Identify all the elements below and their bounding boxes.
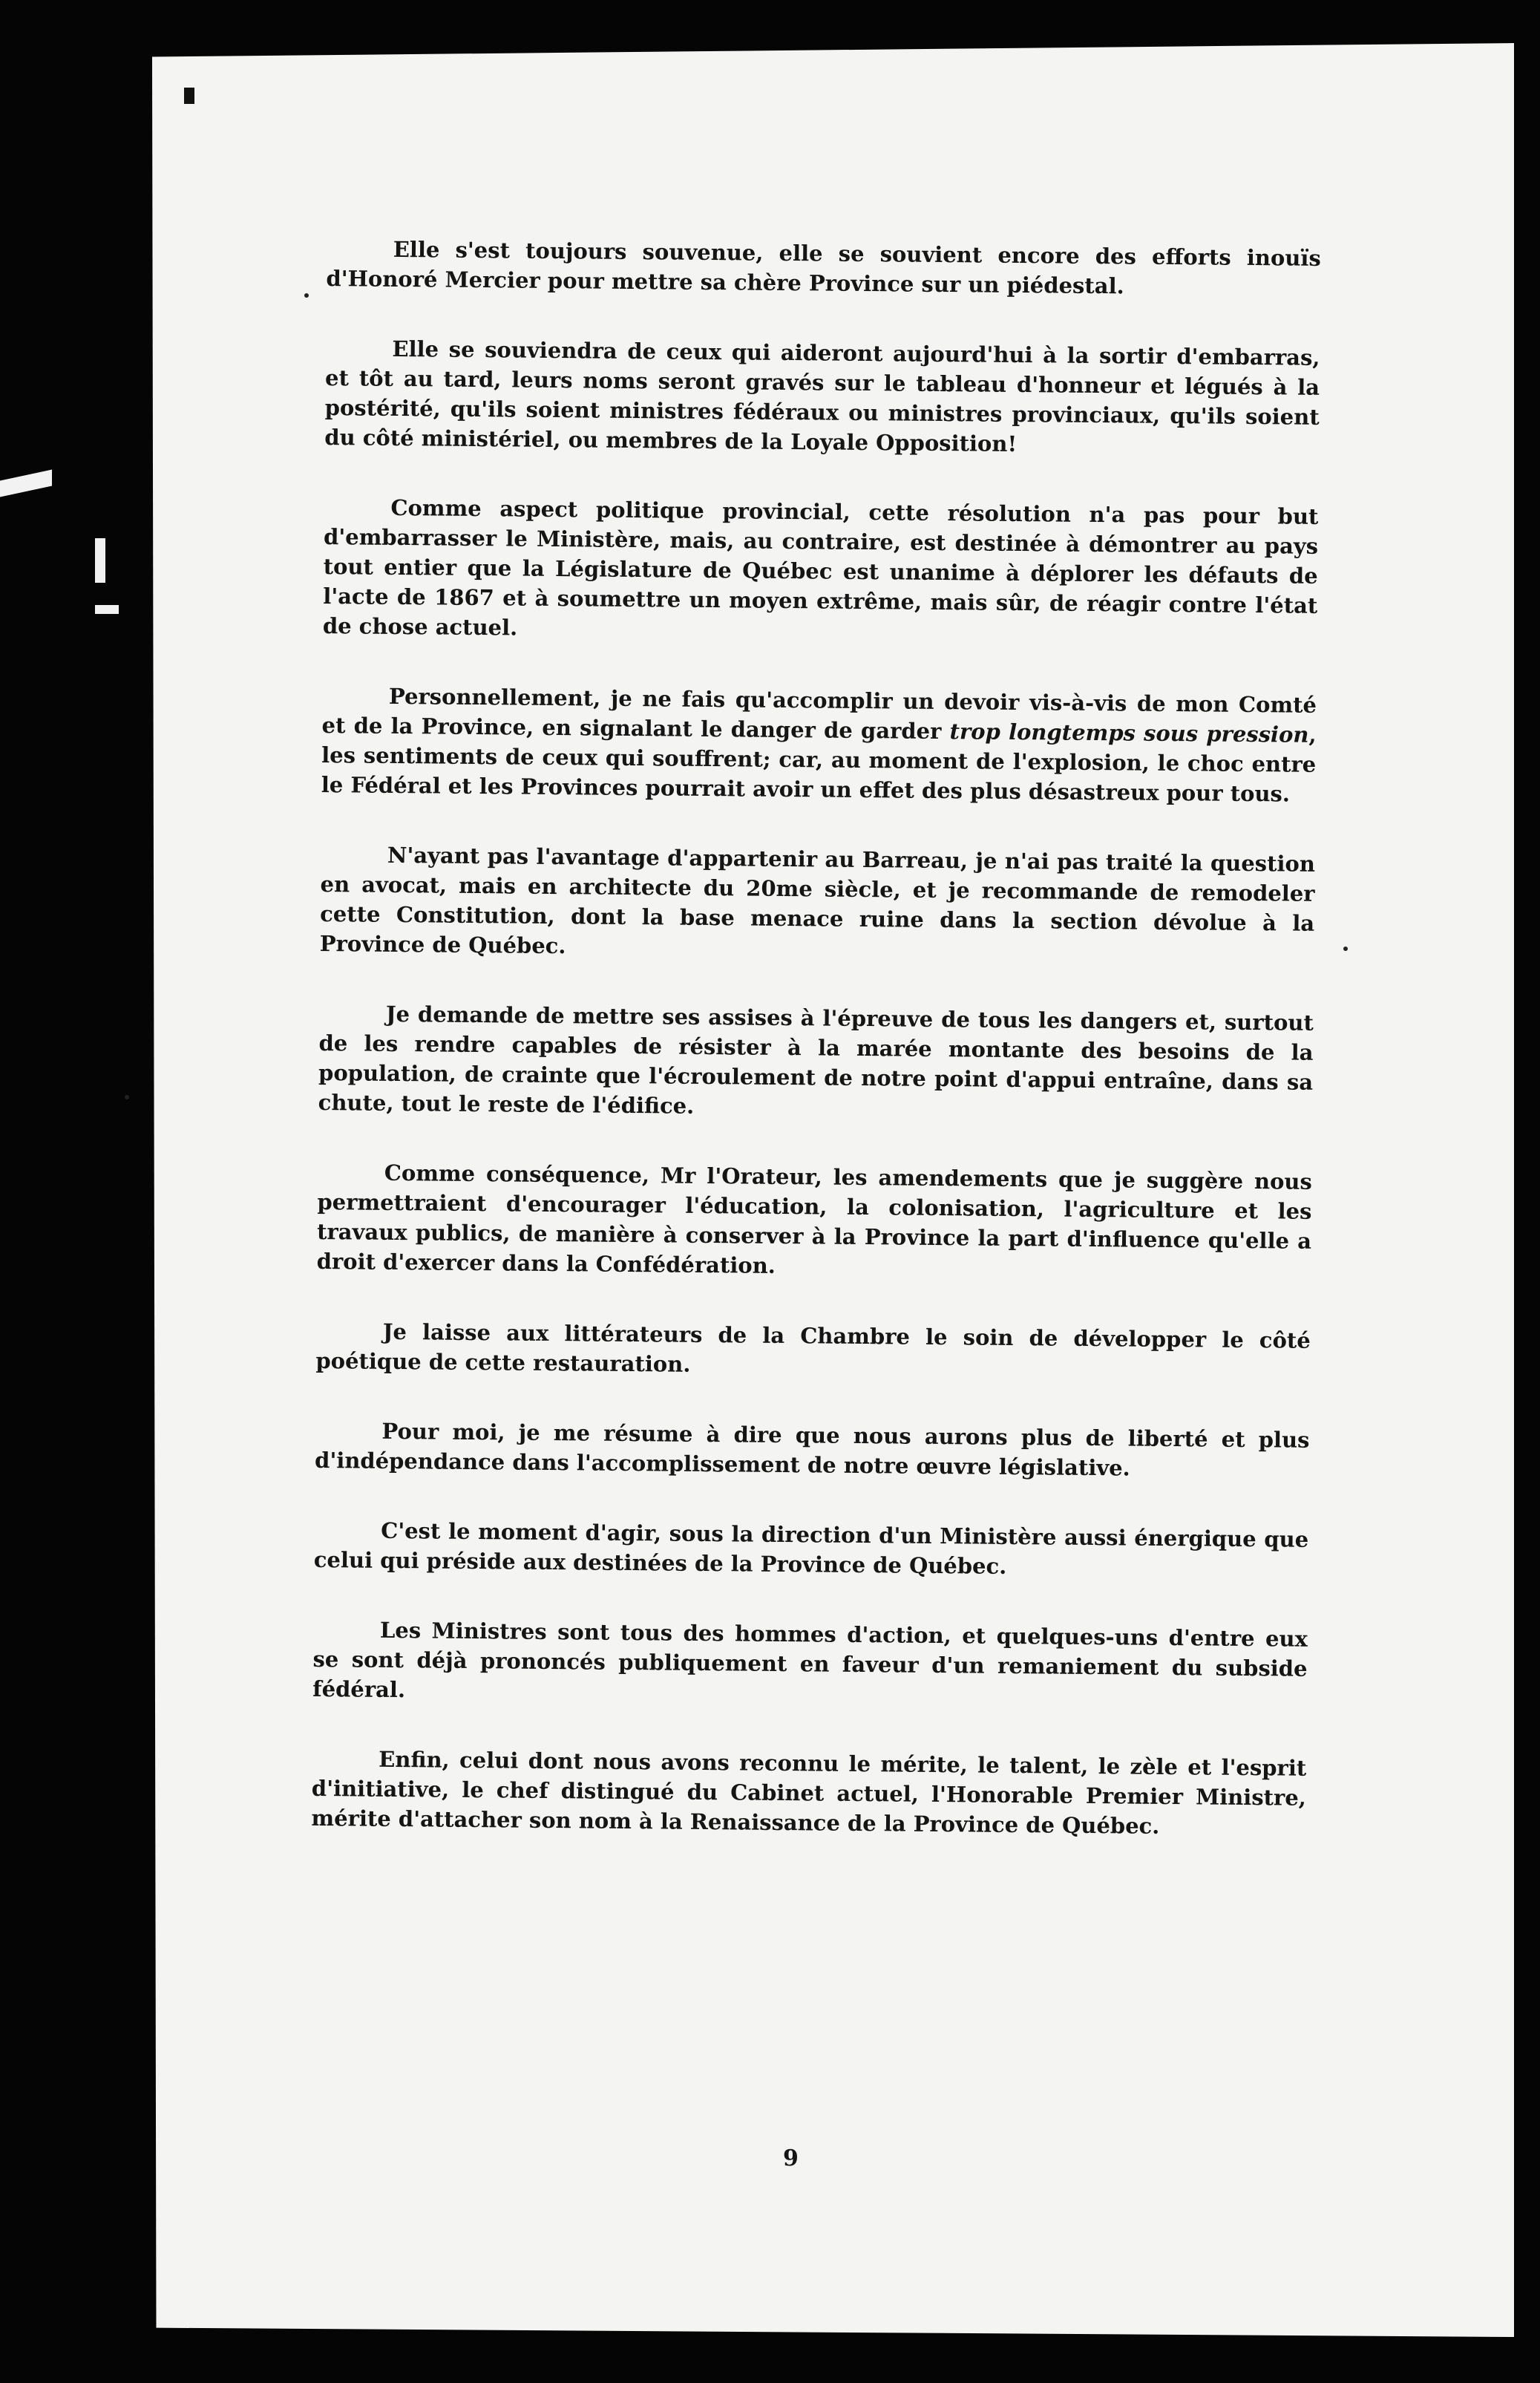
speck (1343, 947, 1348, 951)
emphasized-phrase: trop longtemps sous pression (949, 719, 1309, 748)
paragraph: C'est le moment d'agir, sous la direction d'un Ministère aussi énergique que celui qui préside aux destinées de la Province de Québec. (313, 1517, 1309, 1579)
paragraph-text: , les sentiments de ceux qui souffrent; car, au moment de l'explosion, le choc entre le Fédéral et les Provinces pourrait avoir un effet des plus désastreux pour tous. (321, 722, 1317, 807)
paragraph: Enfin, celui dont nous avons reconnu le mérite, le talent, le zèle et l'esprit d'initiative, le chef distingué du Cabinet actuel, l'Honorable Premier Ministre, mérite d'attacher son nom à la Renaissance de la Province de Québec. (311, 1746, 1307, 1839)
edge-mark (95, 605, 119, 614)
paragraph: Les Ministres sont tous des hommes d'action, et quelques-uns d'entre eux se sont déjà prononcés publiquement en faveur d'un remaniement du subside fédéral. (312, 1617, 1308, 1703)
paragraph: N'ayant pas l'avantage d'appartenir au Barreau, je n'ai pas traité la question en avocat, mais en architecte du 20me siècle, et je recommande de remodeler cette Constitution, dont la base menace ruine dans la section dévolue à la Province de Québec. (319, 842, 1316, 959)
paragraph (321, 681, 1317, 809)
edge-mark (95, 538, 105, 583)
paragraph: Je demande de mettre ses assises à l'épreuve de tous les dangers et, surtout de les rendre capables de résister à la marée montante des besoins de la population, de crainte que l'écroulement de notre point d'appui entraîne, dans sa chute, tout le reste de l'édifice. (318, 1001, 1314, 1119)
speck (125, 1095, 129, 1099)
paragraph: Comme conséquence, Mr l'Orateur, les amendements que je suggère nous permettraient d'encourager l'éducation, la colonisation, l'agriculture et les travaux publics, de manière à conserver à la Province la part d'influence qu'elle a droit d'exercer dans la Confédération. (316, 1160, 1312, 1278)
paragraph-text: Personnellement, je ne fais qu'accomplir un devoir vis-à-vis de mon Comté et de la Province, en signalant le danger de garder (321, 683, 1317, 745)
paragraph: Pour moi, je me résume à dire que nous aurons plus de liberté et plus d'indépendance dans l'accomplissement de notre œuvre législative. (314, 1418, 1310, 1481)
body-text (311, 234, 1321, 1883)
page-number: 9 (783, 2145, 799, 2171)
edge-mark (0, 470, 52, 497)
speck (304, 293, 309, 298)
paragraph: Elle se souviendra de ceux qui aideront aujourd'hui à la sortir d'embarras, et tôt au tard, leurs noms seront gravés sur le tableau d'honneur et légués à la postérité, qu'ils soient ministres fédéraux ou ministres provinciaux, qu'ils soient du côté ministériel, ou membres de la Loyale Opposition! (324, 336, 1320, 457)
paragraph: Comme aspect politique provincial, cette résolution n'a pas pour but d'embarrasser le Ministère, mais, au contraire, est destinée à démontrer au pays tout entier que la Législature de Québec est unanime à déplorer les défauts de l'acte de 1867 et à soumettre un moyen extrême, mais sûr, de réagir contre l'état de chose actuel. (322, 494, 1319, 641)
paragraph: Je laisse aux littérateurs de la Chambre le soin de développer le côté poétique de cette restauration. (315, 1318, 1311, 1377)
edge-mark (184, 88, 194, 104)
paragraph: Elle s'est toujours souvenue, elle se souvient encore des efforts inouïs d'Honoré Mercier pour mettre sa chère Province sur un piédestal. (326, 236, 1321, 299)
